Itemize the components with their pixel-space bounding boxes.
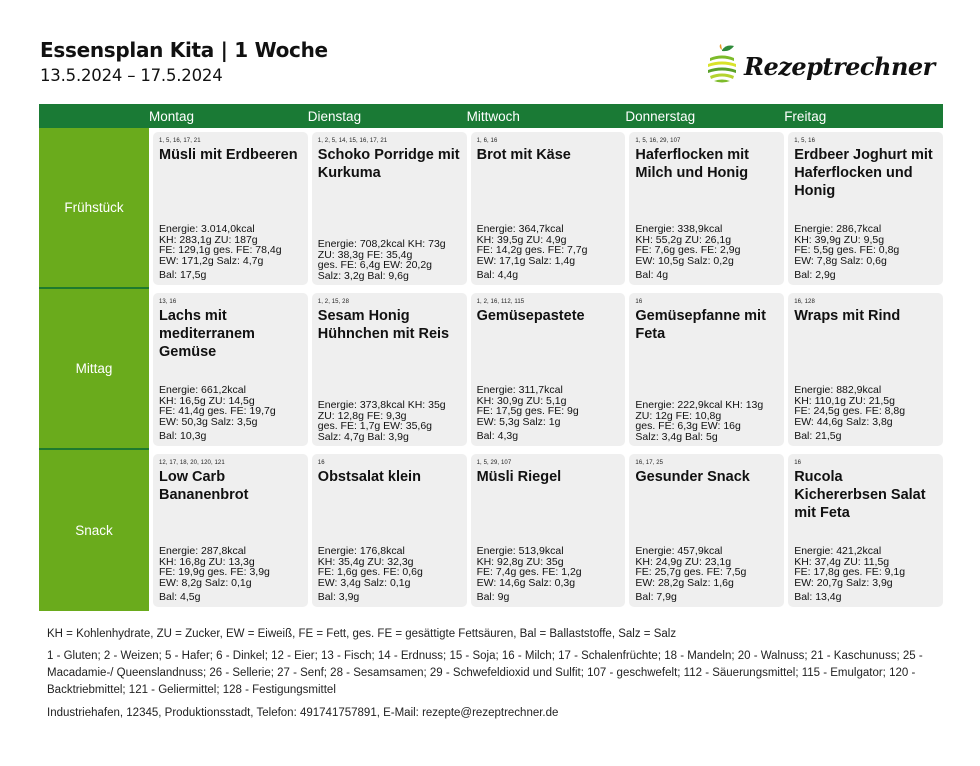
nutrition-line: Salz: 3,2g Bal: 9,6g	[317, 269, 409, 282]
nutrition-line: KH: 16,5g ZU: 14,5g	[159, 394, 255, 407]
dish-name: Rucola Kichererbsen Salat mit Feta	[794, 469, 926, 521]
brand-logo	[706, 44, 935, 89]
nutrition-line: FE: 7,4g ges. FE: 1,2g	[476, 566, 582, 578]
nutrition-line: KH: 92,8g ZU: 35g	[476, 555, 564, 568]
nutrition-line: EW: 44,6g Salz: 3,8g	[794, 415, 893, 428]
meal-cell[interactable]	[312, 293, 467, 446]
nutrition-line: ges. FE: 1,7g EW: 35,6g	[317, 420, 432, 432]
dish-name: Müsli Riegel	[476, 469, 562, 485]
meal-cell[interactable]	[312, 454, 467, 607]
meal-label: Snack	[39, 450, 149, 611]
energy-value: Energie: 882,9kcal	[794, 384, 882, 396]
allergen-legend: 1 - Gluten; 2 - Weizen; 5 - Hafer; 6 - Dinkel; 12 - Eier; 13 - Fisch; 14 - Erdnuss; 15 - Soja; 16 - Milch; 17 - Schalenfrüchte; 18 - Mandeln; 20 - Walnuss; 21 - Kaschunuss; 25 - Macadamie-/ Queenslandnuss; 26 - Sellerie; 27 - Senf; 28 - Sesamsamen; 29 - Schwefeldioxid und Sulfit; 107 - geschwefelt; 112 - Säuerungsmittel; 115 - Emulgator; 120 - Backtriebmittel; 121 - Geliermittel; 128 - Festigungsmittel	[47, 650, 923, 696]
nutrition-line: Salz: 3,4g Bal: 5g	[635, 430, 718, 443]
allergen-codes: 16, 17, 25	[635, 460, 664, 466]
nutrition-line: KH: 24,9g ZU: 23,1g	[635, 555, 732, 568]
fiber-value: Bal: 4,3g	[476, 430, 519, 442]
nutrition-line: EW: 17,1g Salz: 1,4g	[476, 254, 576, 267]
dish-name: Lachs mit mediterranem Gemüse	[159, 308, 255, 360]
nutrition-line: FE: 129,1g ges. FE: 78,4g	[159, 244, 282, 256]
nutrition-line: EW: 3,4g Salz: 0,1g	[317, 576, 411, 589]
day-header-row	[39, 104, 943, 128]
fiber-value: Bal: 13,4g	[794, 591, 842, 603]
day-header-donnerstag: Donnerstag	[625, 108, 696, 124]
fiber-value: Bal: 3,9g	[317, 591, 360, 603]
dish-name: Sesam Honig Hühnchen mit Reis	[317, 308, 450, 342]
meal-cell[interactable]	[629, 293, 784, 446]
allergen-codes: 1, 5, 16, 17, 21	[159, 138, 201, 144]
meal-cell[interactable]	[788, 132, 943, 285]
fiber-value: Bal: 4,4g	[476, 269, 519, 281]
nutrition-info	[159, 385, 302, 427]
allergen-codes: 1, 5, 16	[794, 138, 816, 144]
nutrition-line: EW: 28,2g Salz: 1,6g	[635, 576, 734, 589]
meal-label: Frühstück	[39, 128, 149, 289]
nutrition-line: ges. FE: 6,4g EW: 20,2g	[317, 259, 432, 271]
meal-row-fruehstueck	[39, 128, 943, 289]
energy-value: Energie: 222,9kcal KH: 13g	[635, 399, 764, 411]
allergen-codes: 12, 17, 18, 20, 120, 121	[159, 460, 225, 466]
nutrition-line: FE: 24,5g ges. FE: 8,8g	[794, 405, 906, 417]
nutrition-line: ZU: 12g FE: 10,8g	[635, 409, 722, 422]
nutrition-line: FE: 14,2g ges. FE: 7,7g	[476, 244, 588, 256]
dish-name: Low Carb Bananenbrot	[159, 469, 249, 503]
energy-value: Energie: 708,2kcal KH: 73g	[317, 238, 446, 250]
energy-value: Energie: 3.014,0kcal	[159, 223, 255, 235]
nutrition-line: EW: 7,8g Salz: 0,6g	[794, 254, 887, 267]
fiber-value: Bal: 10,3g	[159, 430, 207, 442]
allergen-codes: 1, 6, 16	[476, 138, 498, 144]
dish-name: Wraps mit Rind	[794, 308, 901, 324]
nutrition-line: EW: 14,6g Salz: 0,3g	[476, 576, 576, 589]
nutrition-line: FE: 25,7g ges. FE: 7,5g	[635, 566, 747, 578]
dish-name: Schoko Porridge mit Kurkuma	[317, 147, 460, 181]
nutrition-line: KH: 283,1g ZU: 187g	[159, 233, 258, 246]
day-header-mittwoch: Mittwoch	[466, 108, 520, 124]
dish-name: Haferflocken mit Milch und Honig	[635, 147, 750, 181]
meal-cell[interactable]	[471, 132, 626, 285]
meal-plan-grid	[39, 104, 943, 611]
meal-cell[interactable]	[153, 132, 308, 285]
nutrition-line: KH: 16,8g ZU: 13,3g	[159, 555, 255, 568]
meal-cell[interactable]	[788, 293, 943, 446]
nutrition-line: KH: 55,2g ZU: 26,1g	[635, 233, 732, 246]
meal-cell[interactable]	[471, 293, 626, 446]
nutrition-info	[159, 224, 302, 266]
contact-info: Industriehafen, 12345, Produktionsstadt, Telefon: 491741757891, E-Mail: rezepte@rezeptrechner.de	[47, 707, 559, 719]
energy-value: Energie: 457,9kcal	[635, 545, 723, 557]
nutrition-line: EW: 50,3g Salz: 3,5g	[159, 415, 258, 428]
nutrition-info	[635, 224, 778, 266]
dish-name: Erdbeer Joghurt mit Haferflocken und Honig	[794, 147, 933, 199]
allergen-codes: 1, 2, 15, 28	[317, 299, 350, 305]
nutrition-info	[477, 224, 620, 266]
nutrition-line: KH: 110,1g ZU: 21,5g	[794, 394, 895, 407]
page-footer	[47, 628, 947, 719]
day-header-dienstag: Dienstag	[307, 108, 362, 124]
nutrition-line: ZU: 12,8g FE: 9,3g	[317, 409, 407, 422]
nutrition-line: KH: 35,4g ZU: 32,3g	[317, 555, 414, 568]
brand-name: Rezeptrechner	[744, 52, 935, 81]
abbreviation-legend: KH = Kohlenhydrate, ZU = Zucker, EW = Eiweiß, FE = Fett, ges. FE = gesättigte Fettsäuren, Bal = Ballaststoffe, Salz = Salz	[47, 628, 677, 640]
meal-label: Mittag	[39, 289, 149, 450]
dish-name: Brot mit Käse	[476, 147, 571, 163]
allergen-codes: 13, 16	[159, 299, 177, 305]
fiber-value: Bal: 7,9g	[635, 591, 677, 603]
dish-name: Gemüsepastete	[476, 308, 585, 324]
energy-value: Energie: 421,2kcal	[794, 545, 882, 557]
nutrition-info	[794, 385, 937, 427]
nutrition-line: FE: 17,8g ges. FE: 9,1g	[794, 566, 906, 578]
nutrition-line: KH: 30,9g ZU: 5,1g	[476, 394, 567, 407]
allergen-codes: 16, 128	[794, 299, 815, 305]
dish-name: Obstsalat klein	[317, 469, 421, 485]
fiber-value: Bal: 21,5g	[794, 430, 842, 442]
nutrition-line: KH: 39,9g ZU: 9,5g	[794, 233, 885, 246]
meal-cell[interactable]	[629, 454, 784, 607]
energy-value: Energie: 513,9kcal	[476, 545, 564, 557]
meal-row-mittag	[39, 289, 943, 450]
dish-name: Gemüsepfanne mit Feta	[635, 308, 766, 342]
nutrition-line: FE: 5,5g ges. FE: 0,8g	[794, 244, 900, 256]
energy-value: Energie: 311,7kcal	[476, 384, 563, 396]
nutrition-line: KH: 39,5g ZU: 4,9g	[476, 233, 567, 246]
meal-cell[interactable]	[153, 454, 308, 607]
allergen-codes: 16	[635, 299, 643, 305]
meal-cell[interactable]	[312, 132, 467, 285]
page-title: Essensplan Kita | 1 Woche	[40, 38, 328, 62]
nutrition-line: ZU: 38,3g FE: 35,4g	[317, 248, 413, 261]
nutrition-line: ges. FE: 6,3g EW: 16g	[635, 420, 741, 432]
nutrition-info	[635, 546, 778, 588]
nutrition-line: EW: 171,2g Salz: 4,7g	[159, 254, 264, 267]
dish-name: Gesunder Snack	[635, 469, 750, 485]
allergen-codes: 1, 2, 16, 112, 115	[476, 299, 525, 305]
nutrition-info	[635, 400, 778, 442]
energy-value: Energie: 373,8kcal KH: 35g	[317, 399, 446, 411]
nutrition-line: EW: 10,5g Salz: 0,2g	[635, 254, 734, 267]
nutrition-line: FE: 17,5g ges. FE: 9g	[476, 405, 579, 417]
apple-icon	[706, 44, 738, 89]
fiber-value: Bal: 4g	[635, 269, 669, 281]
energy-value: Energie: 176,8kcal	[317, 545, 405, 557]
fiber-value: Bal: 2,9g	[794, 269, 836, 281]
date-range: 13.5.2024 – 17.5.2024	[40, 66, 223, 85]
fiber-value: Bal: 9g	[476, 591, 510, 603]
nutrition-line: FE: 1,6g ges. FE: 0,6g	[317, 566, 423, 578]
dish-name: Müsli mit Erdbeeren	[159, 147, 298, 163]
nutrition-info	[794, 224, 937, 266]
nutrition-line: FE: 19,9g ges. FE: 3,9g	[159, 566, 270, 578]
nutrition-line: KH: 37,4g ZU: 11,5g	[794, 555, 890, 568]
allergen-codes: 1, 5, 16, 29, 107	[635, 138, 681, 144]
meal-cell[interactable]	[471, 454, 626, 607]
nutrition-info	[477, 385, 620, 427]
nutrition-info	[794, 546, 937, 588]
energy-value: Energie: 286,7kcal	[794, 223, 882, 235]
meal-cell[interactable]	[153, 293, 308, 446]
energy-value: Energie: 364,7kcal	[476, 223, 564, 235]
day-header-freitag: Freitag	[784, 108, 827, 124]
nutrition-line: EW: 20,7g Salz: 3,9g	[794, 576, 893, 589]
nutrition-info	[318, 239, 461, 281]
energy-value: Energie: 287,8kcal	[159, 545, 246, 557]
meal-cell[interactable]	[629, 132, 784, 285]
allergen-codes: 16	[317, 460, 325, 466]
nutrition-info	[318, 546, 461, 588]
nutrition-info	[477, 546, 620, 588]
nutrition-line: EW: 8,2g Salz: 0,1g	[159, 576, 252, 589]
nutrition-line: FE: 41,4g ges. FE: 19,7g	[159, 405, 276, 417]
nutrition-line: Salz: 4,7g Bal: 3,9g	[317, 430, 409, 443]
fiber-value: Bal: 17,5g	[159, 269, 207, 281]
nutrition-line: EW: 5,3g Salz: 1g	[476, 415, 561, 428]
energy-value: Energie: 661,2kcal	[159, 384, 246, 396]
allergen-codes: 1, 2, 5, 14, 15, 16, 17, 21	[317, 138, 388, 144]
fiber-value: Bal: 4,5g	[159, 591, 201, 603]
allergen-codes: 1, 5, 29, 107	[476, 460, 512, 466]
nutrition-info	[318, 400, 461, 442]
allergen-codes: 16	[794, 460, 802, 466]
meal-cell[interactable]	[788, 454, 943, 607]
nutrition-info	[159, 546, 302, 588]
meal-row-snack	[39, 450, 943, 611]
day-header-montag: Montag	[149, 108, 195, 124]
nutrition-line: FE: 7,6g ges. FE: 2,9g	[635, 244, 741, 256]
page-header	[40, 38, 328, 85]
energy-value: Energie: 338,9kcal	[635, 223, 723, 235]
